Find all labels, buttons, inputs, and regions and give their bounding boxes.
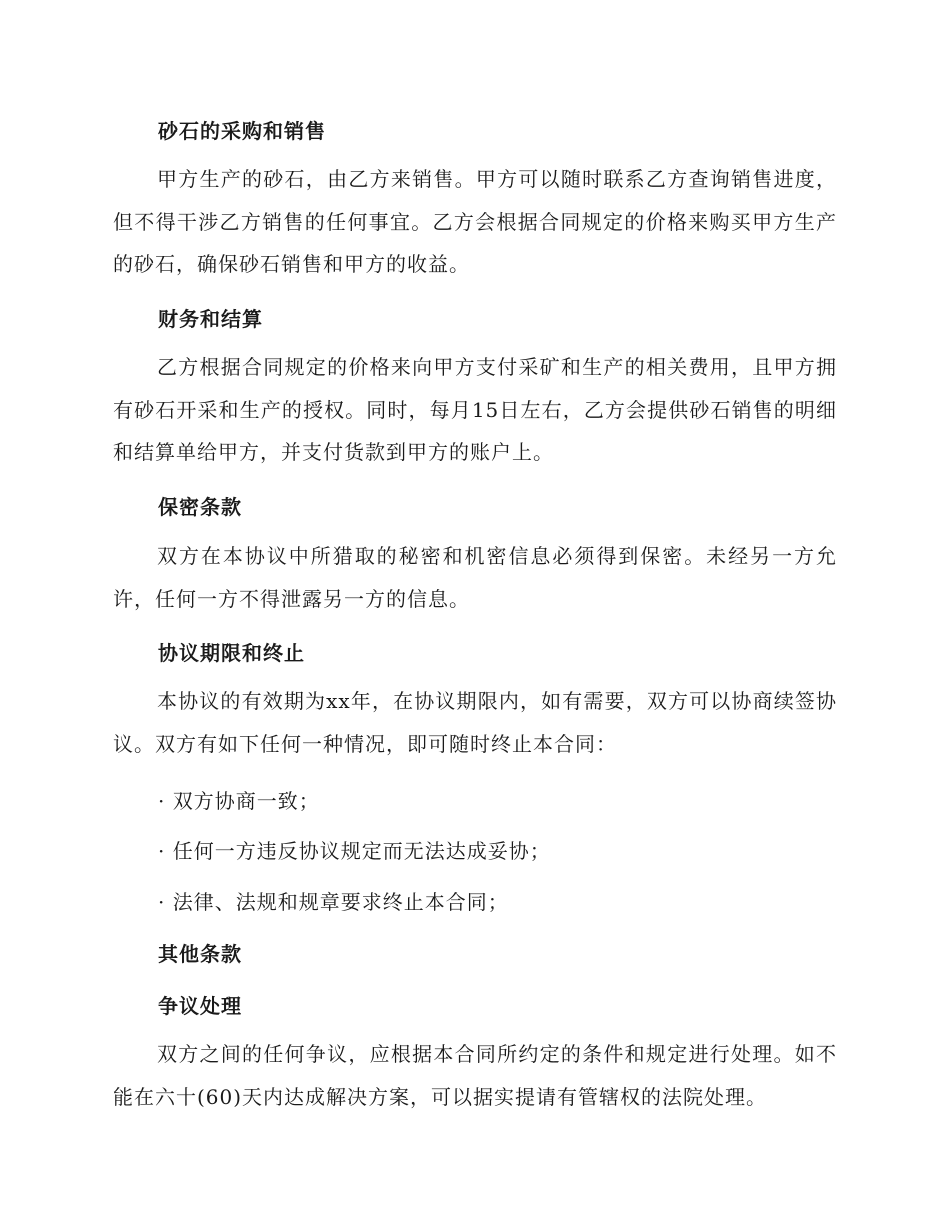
section-paragraph-finance-settlement: 乙方根据合同规定的价格来向甲方支付采矿和生产的相关费用，且甲方拥有砂石开采和生产的授权。同时，每月15日左右，乙方会提供砂石销售的明细和结算单给甲方，并支付货款到甲方的账户上。 bbox=[113, 355, 837, 464]
section-heading-other-terms: 其他条款 bbox=[158, 942, 242, 966]
section-heading-dispute-resolution: 争议处理 bbox=[158, 994, 242, 1018]
section-heading-finance-settlement: 财务和结算 bbox=[158, 307, 263, 331]
list-item-breach-no-compromise: · 任何一方违反协议规定而无法达成妥协； bbox=[158, 839, 551, 863]
list-item-legal-requirement: · 法律、法规和规章要求终止本合同； bbox=[158, 890, 509, 914]
section-heading-sand-purchase-sales: 砂石的采购和销售 bbox=[158, 119, 326, 143]
section-paragraph-sand-purchase-sales: 甲方生产的砂石，由乙方来销售。甲方可以随时联系乙方查询销售进度，但不得干涉乙方销售的任何事宜。乙方会根据合同规定的价格来购买甲方生产的砂石，确保砂石销售和甲方的收益。 bbox=[113, 167, 837, 276]
section-heading-term-termination: 协议期限和终止 bbox=[158, 641, 305, 665]
section-paragraph-confidentiality: 双方在本协议中所猎取的秘密和机密信息必须得到保密。未经另一方允许，任何一方不得泄露另一方的信息。 bbox=[113, 544, 837, 611]
section-paragraph-term-termination: 本协议的有效期为xx年，在协议期限内，如有需要，双方可以协商续签协议。双方有如下任何一种情况，即可随时终止本合同： bbox=[113, 689, 837, 756]
section-paragraph-dispute-resolution: 双方之间的任何争议，应根据本合同所约定的条件和规定进行处理。如不能在六十(60)天内达成解决方案，可以据实提请有管辖权的法院处理。 bbox=[113, 1042, 837, 1109]
section-heading-confidentiality: 保密条款 bbox=[158, 495, 242, 519]
list-item-mutual-agreement: · 双方协商一致； bbox=[158, 789, 320, 813]
